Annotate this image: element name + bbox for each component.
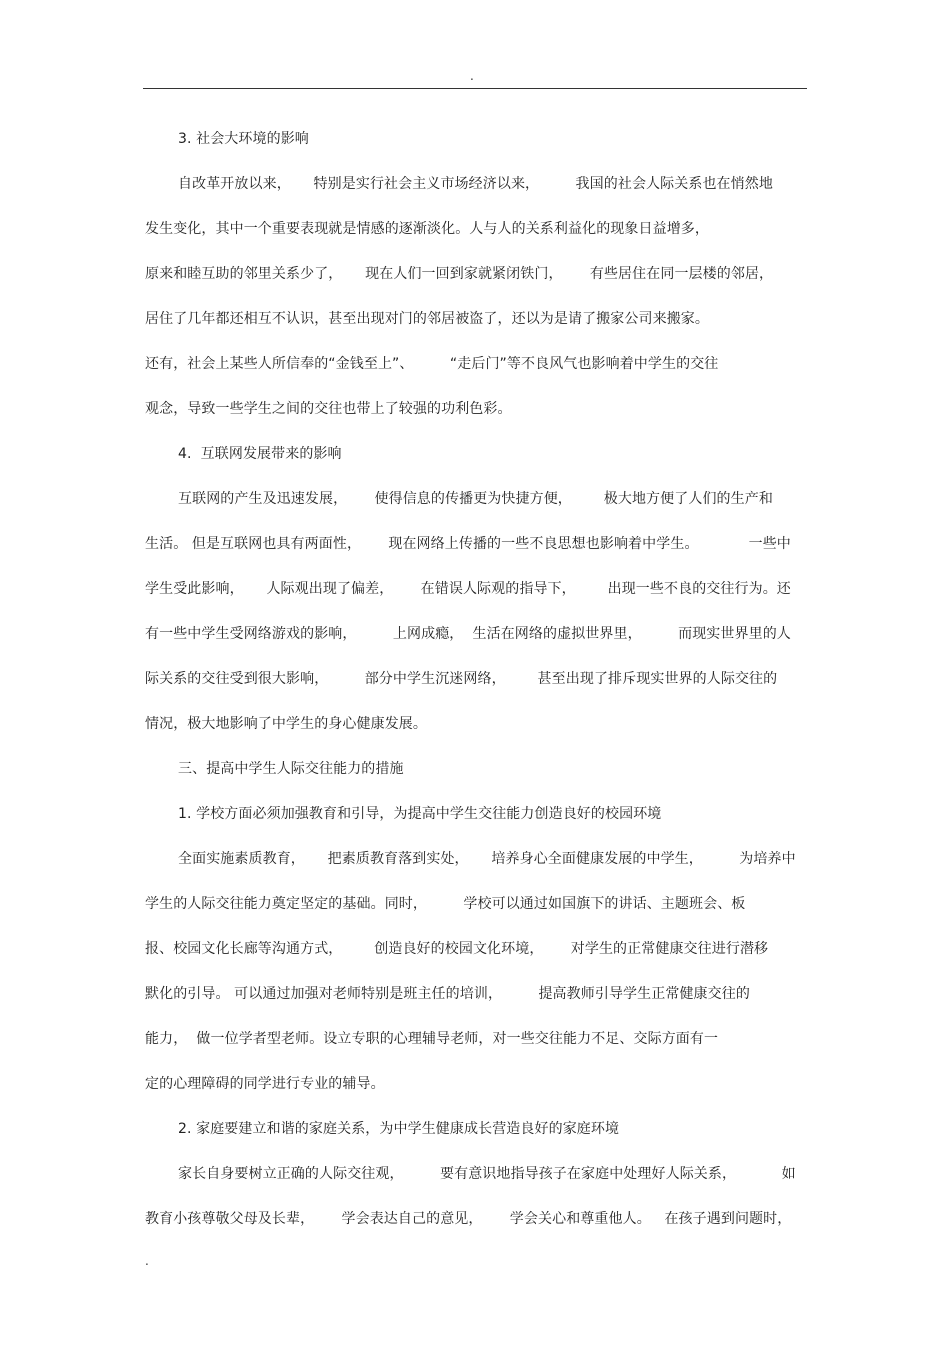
paragraph-line: 自改革开放以来， 特别是实行社会主义市场经济以来， 我国的社会人际关系也在悄然地	[178, 176, 773, 192]
section-heading-3: 3. 社会大环境的影响	[178, 131, 309, 147]
paragraph-line: 情况，极大地影响了中学生的身心健康发展。	[145, 716, 427, 732]
paragraph-line: 家长自身要树立正确的人际交往观， 要有意识地指导孩子在家庭中处理好人际关系， 如	[178, 1166, 796, 1182]
paragraph-line: 互联网的产生及迅速发展， 使得信息的传播更为快捷方便， 极大地方便了人们的生产和	[178, 491, 773, 507]
section-heading-4: 4. 互联网发展带来的影响	[178, 446, 342, 462]
paragraph-line: 默化的引导。 可以通过加强对老师特别是班主任的培训， 提高教师引导学生正常健康交往的	[145, 986, 750, 1002]
footer-dot: .	[145, 1254, 149, 1268]
paragraph-line: 能力， 做一位学者型老师。设立专职的心理辅导老师，对一些交往能力不足、交际方面有一	[145, 1031, 719, 1047]
header-dot: .	[470, 69, 474, 83]
header-rule	[143, 88, 807, 89]
paragraph-line: 教育小孩尊敬父母及长辈， 学会表达自己的意见， 学会关心和尊重他人。 在孩子遇到问题时，	[145, 1211, 792, 1227]
paragraph-line: 发生变化，其中一个重要表现就是情感的逐渐淡化。人与人的关系利益化的现象日益增多，	[145, 221, 709, 237]
paragraph-line: 学生受此影响， 人际观出现了偏差， 在错误人际观的指导下， 出现一些不良的交往行为。还	[145, 581, 791, 597]
subsection-heading-1: 1. 学校方面必须加强教育和引导，为提高中学生交往能力创造良好的校园环境	[178, 806, 662, 822]
subsection-heading-2: 2. 家庭要建立和谐的家庭关系，为中学生健康成长营造良好的家庭环境	[178, 1121, 620, 1137]
paragraph-line: 学生的人际交往能力奠定坚定的基础。同时， 学校可以通过如国旗下的讲话、主题班会、板	[145, 896, 746, 912]
paragraph-line: 定的心理障碍的同学进行专业的辅导。	[145, 1076, 385, 1092]
paragraph-line: 全面实施素质教育， 把素质教育落到实处， 培养身心全面健康发展的中学生， 为培养中	[178, 851, 796, 867]
paragraph-line: 还有，社会上某些人所信奉的“金钱至上”、 “走后门”等不良风气也影响着中学生的交往	[145, 356, 719, 372]
chapter-heading-3: 三、提高中学生人际交往能力的措施	[178, 761, 404, 777]
paragraph-line: 际关系的交往受到很大影响， 部分中学生沉迷网络， 甚至出现了排斥现实世界的人际交往的	[145, 671, 778, 687]
paragraph-line: 报、校园文化长廊等沟通方式， 创造良好的校园文化环境， 对学生的正常健康交往进行潜移	[145, 941, 769, 957]
paragraph-line: 有一些中学生受网络游戏的影响， 上网成瘾， 生活在网络的虚拟世界里， 而现实世界里的人	[145, 626, 791, 642]
paragraph-line: 观念，导致一些学生之间的交往也带上了较强的功利色彩。	[145, 401, 512, 417]
paragraph-line: 居住了几年都还相互不认识，甚至出现对门的邻居被盗了，还以为是请了搬家公司来搬家。	[145, 311, 709, 327]
paragraph-line: 生活。 但是互联网也具有两面性， 现在网络上传播的一些不良思想也影响着中学生。 一些中	[145, 536, 791, 552]
paragraph-line: 原来和睦互助的邻里关系少了， 现在人们一回到家就紧闭铁门， 有些居住在同一层楼的邻居，	[145, 266, 774, 282]
